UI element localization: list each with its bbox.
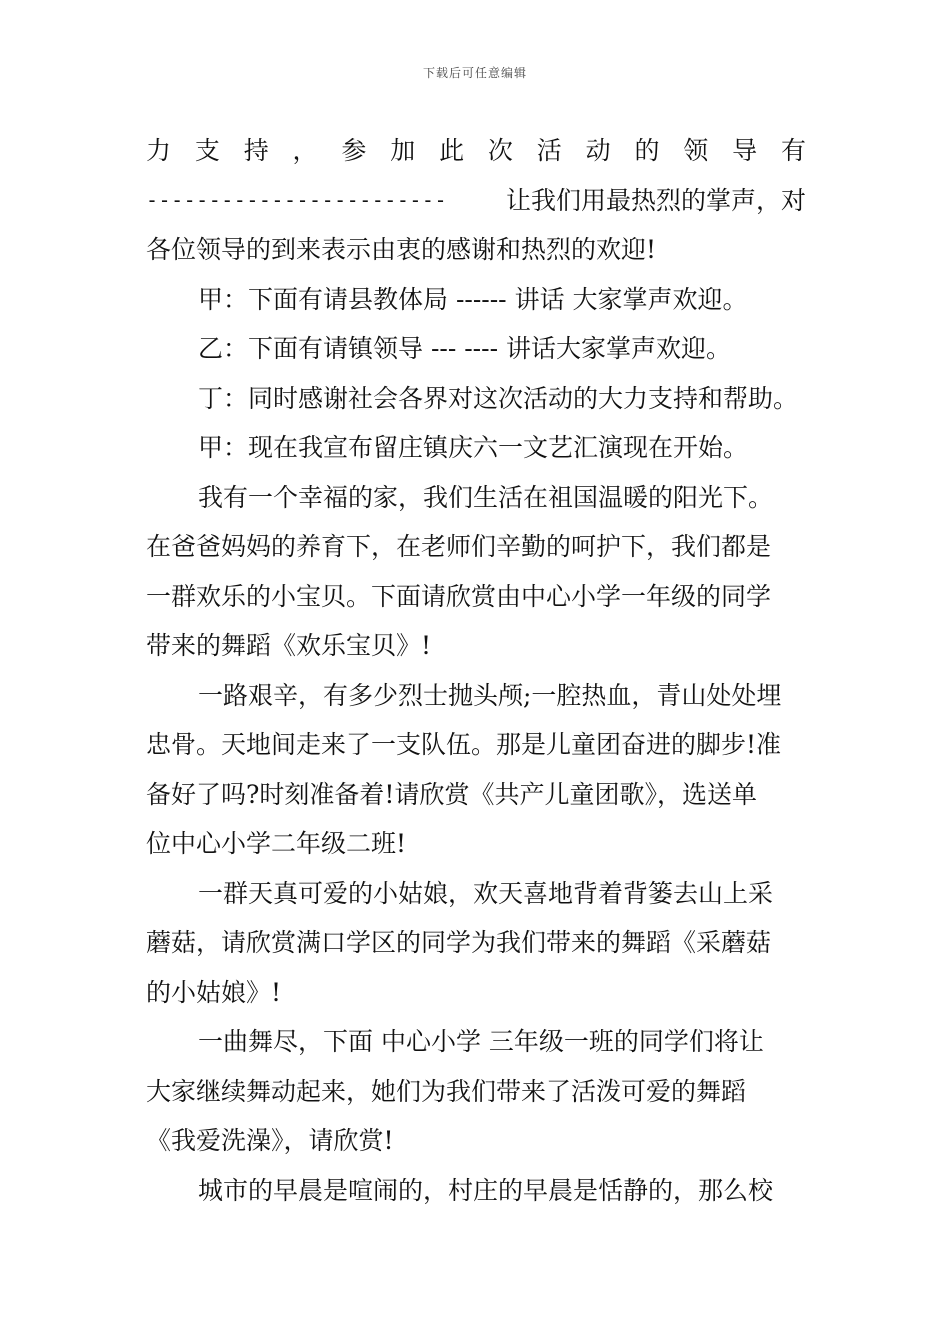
text-line: 在爸爸妈妈的养育下，在老师们辛勤的呵护下，我们都是 [146, 532, 772, 561]
text-line: 一曲舞尽，下面 中心小学 三年级一班的同学们将让 [198, 1027, 764, 1056]
page-header: 下载后可任意编辑 [422, 66, 527, 80]
char: 加 [390, 136, 416, 165]
text-line: 备好了吗?时刻准备着!请欣赏《共产儿童团歌》，选送单 [146, 779, 757, 809]
text-line: 一路艰辛，有多少烈士抛头颅;一腔热血，青山处处埋 [198, 680, 782, 710]
text-line: 丁：同时感谢社会各界对这次活动的大力支持和帮助。 [198, 383, 799, 413]
char: ， [292, 136, 318, 165]
char: 活 [536, 136, 562, 165]
char: 参 [341, 136, 367, 165]
text-line: 的小姑娘》! [146, 977, 282, 1007]
text-line: 甲：下面有请县教体局 ------ 讲话 大家掌声欢迎。 [198, 284, 748, 314]
text-line: 大家继续舞动起来，她们为我们带来了活泼可爱的舞蹈 [146, 1076, 747, 1106]
text-line-1 [146, 126, 806, 176]
text-line: 我有一个幸福的家，我们生活在祖国温暖的阳光下。 [198, 482, 774, 512]
text-line: 各位领导的到来表示由衷的感谢和热烈的欢迎! [146, 235, 657, 264]
text-line: 蘑菇，请欣赏满口学区的同学为我们带来的舞蹈《采蘑菇 [146, 928, 772, 957]
char: 导 [732, 136, 758, 165]
text-line: 位中心小学二年级二班! [146, 829, 407, 858]
char: 此 [439, 136, 465, 165]
char: 持 [243, 136, 269, 165]
char: 有 [780, 136, 806, 165]
char: 力 [146, 136, 172, 165]
text-line: 乙：下面有请镇领导 --- ---- 讲话大家掌声欢迎。 [198, 334, 731, 363]
char: 的 [634, 136, 660, 165]
text-line: 甲：现在我宣布留庄镇庆六一文艺汇演现在开始。 [198, 433, 749, 462]
text-line: 带来的舞蹈《欢乐宝贝》! [146, 631, 432, 660]
dash-placeholder: ------------------------ [146, 187, 447, 212]
char: 支 [194, 136, 220, 165]
text-line: 一群天真可爱的小姑娘，欢天喜地背着背篓去山上采 [198, 878, 774, 908]
char: 动 [585, 136, 611, 165]
text-line: 《我爱洗澡》，请欣赏! [146, 1126, 394, 1155]
text-line: 一群欢乐的小宝贝。下面请欣赏由中心小学一年级的同学 [146, 581, 772, 611]
text-line-2 [146, 176, 806, 226]
text-line: 忠骨。天地间走来了一支队伍。那是儿童团奋进的脚步!准 [146, 730, 782, 759]
char: 领 [683, 136, 709, 165]
document-body [146, 126, 806, 1215]
text-line: 城市的早晨是喧闹的，村庄的早晨是恬静的，那么校 [198, 1175, 774, 1205]
line-text: 让我们用最热烈的掌声，对 [505, 185, 806, 215]
char: 次 [487, 136, 513, 165]
